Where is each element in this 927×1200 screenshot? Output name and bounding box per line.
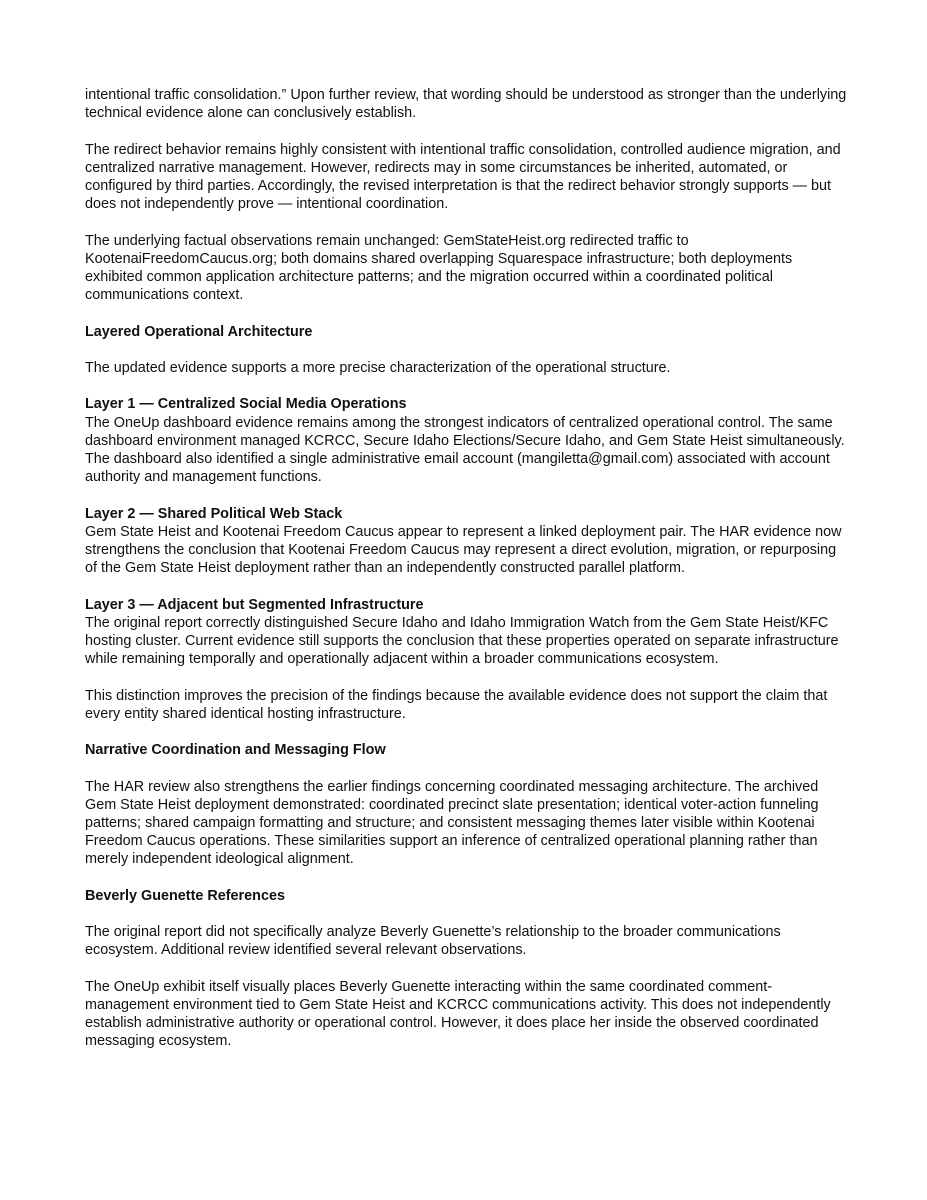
layered-intro-paragraph: The updated evidence supports a more precise characterization of the operational structure. xyxy=(85,359,671,376)
intro-paragraph-1: intentional traffic consolidation.” Upon further review, that wording should be understood as stronger than the underlying technical evidence alone can conclusively establish. xyxy=(85,87,847,122)
layered-closing-paragraph: This distinction improves the precision of the findings because the available evidence does not support the claim that every entity shared identical hosting infrastructure. xyxy=(85,687,828,722)
layer-1-title: Layer 1 — Centralized Social Media Operations xyxy=(85,396,407,413)
layer-3-body: The original report correctly distinguished Secure Idaho and Idaho Immigration Watch from the Gem State Heist/KFC hosting cluster. Current evidence still supports the conclusion that these properties operated on separate infrastructure while remaining temporally and operationally adjacent within a broader communications ecosystem. xyxy=(85,614,839,668)
layer-3-title: Layer 3 — Adjacent but Segmented Infrastructure xyxy=(85,596,424,613)
layer-3 xyxy=(85,596,847,669)
intro-paragraph-3: The underlying factual observations remain unchanged: GemStateHeist.org redirected traffic to KootenaiFreedomCaucus.org; both domains shared overlapping Squarespace infrastructure; both deployments exhibited common application architecture patterns; and the migration occurred within a coordinated political communications context. xyxy=(85,232,793,304)
section-heading-narrative: Narrative Coordination and Messaging Flow xyxy=(85,742,386,759)
layer-2-body: Gem State Heist and Kootenai Freedom Caucus appear to represent a linked deployment pair. The HAR evidence now strengthens the conclusion that Kootenai Freedom Caucus may represent a direct evolution, migration, or repurposing of the Gem State Heist deployment rather than an independently constructed parallel platform. xyxy=(85,523,842,577)
beverly-paragraph-2: The OneUp exhibit itself visually places Beverly Guenette interacting within the same coordinated comment-management environment tied to Gem State Heist and KCRCC communications activity. This does not independently establish administrative authority or operational control. However, it does place her inside the observed coordinated messaging ecosystem. xyxy=(85,978,831,1050)
beverly-paragraph-1: The original report did not specifically analyze Beverly Guenette’s relationship to the broader communications ecosystem. Additional review identified several relevant observations. xyxy=(85,924,781,959)
layer-2 xyxy=(85,505,847,578)
layer-2-title: Layer 2 — Shared Political Web Stack xyxy=(85,505,343,522)
narrative-paragraph: The HAR review also strengthens the earlier findings concerning coordinated messaging architecture. The archived Gem State Heist deployment demonstrated: coordinated precinct slate presentation; identical voter-action funneling patterns; shared campaign formatting and structure; and consistent messaging themes later visible within Kootenai Freedom Caucus operations. These similarities support an inference of centralized operational planning rather than merely independent ideological alignment. xyxy=(85,778,819,868)
document-page xyxy=(85,86,847,1069)
section-heading-layered: Layered Operational Architecture xyxy=(85,323,313,340)
layer-1-body: The OneUp dashboard evidence remains among the strongest indicators of centralized operational control. The same dashboard environment managed KCRCC, Secure Idaho Elections/Secure Idaho, and Gem State Heist simultaneously. The dashboard also identified a single administrative email account (mangiletta@gmail.com) associated with account authority and management functions. xyxy=(85,414,845,486)
layer-1 xyxy=(85,395,847,486)
intro-paragraph-2: The redirect behavior remains highly consistent with intentional traffic consolidation, controlled audience migration, and centralized narrative management. However, redirects may in some circumstances be inherited, automated, or configured by third parties. Accordingly, the revised interpretation is that the redirect behavior strongly supports — but does not independently prove — intentional coordination. xyxy=(85,141,841,213)
section-heading-beverly: Beverly Guenette References xyxy=(85,887,285,904)
